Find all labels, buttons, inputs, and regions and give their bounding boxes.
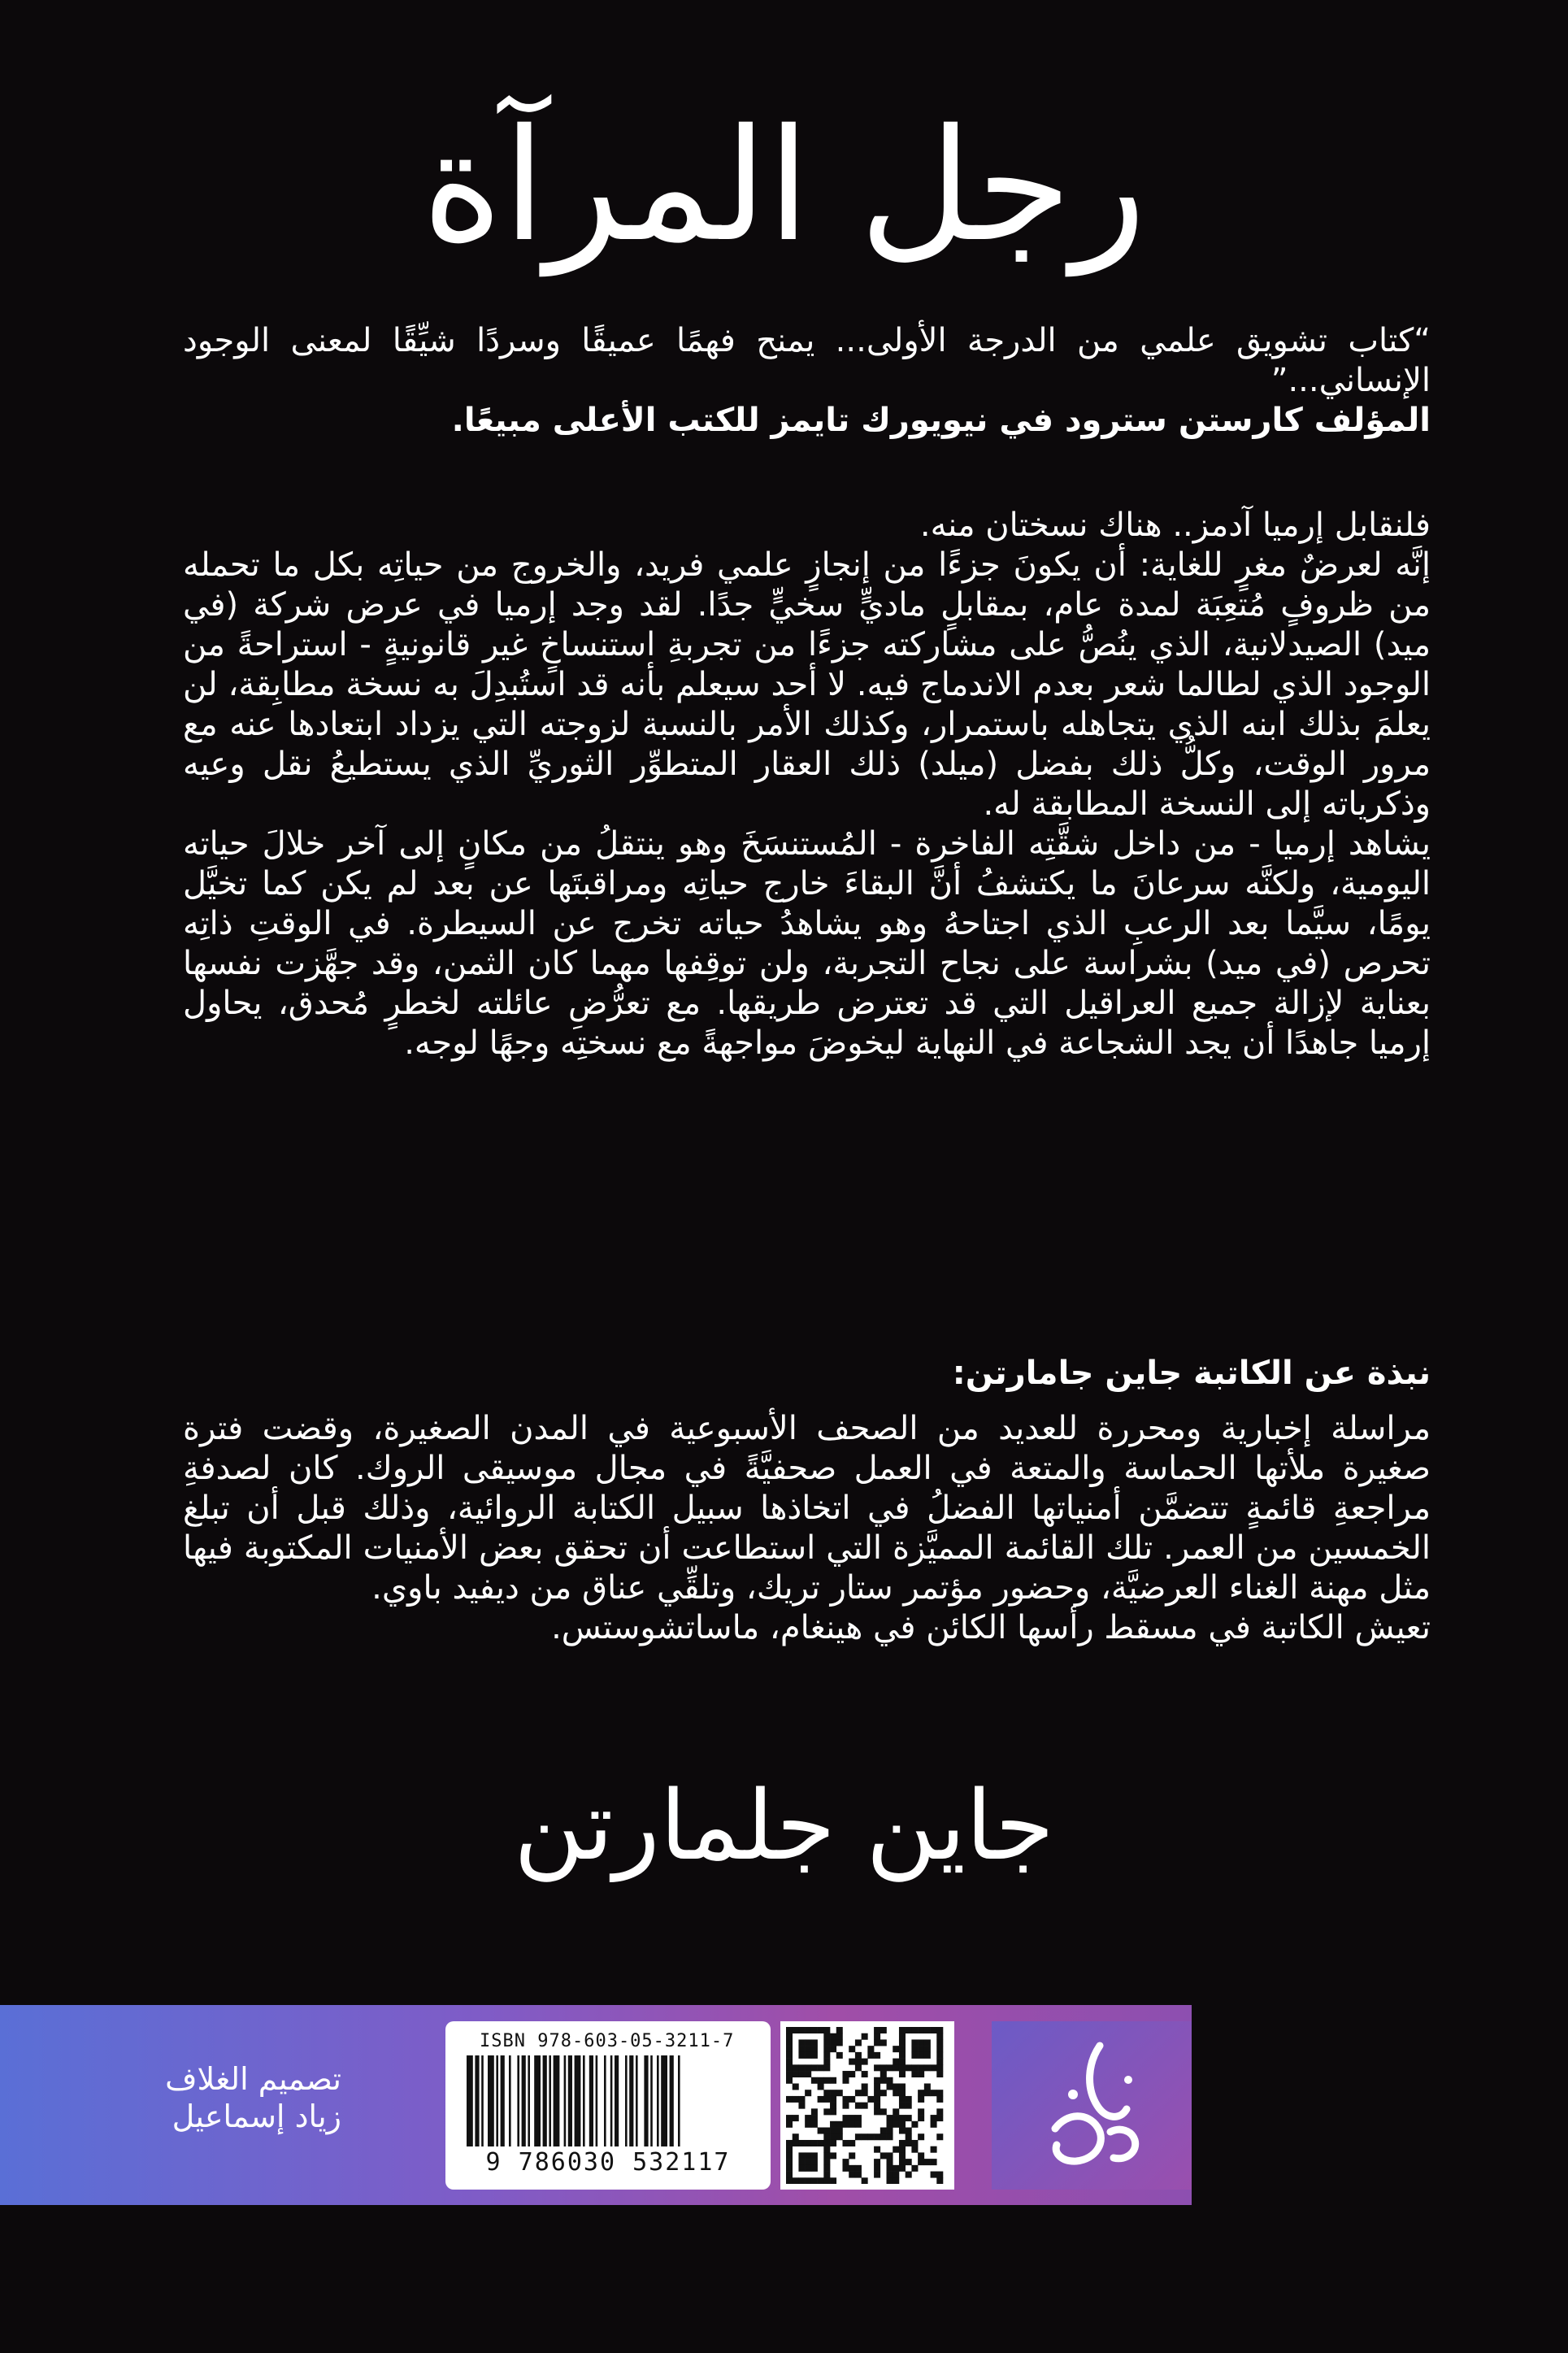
credit-title: تصميم الغلاف [165, 2061, 341, 2097]
credit-designer: زياد إسماعيل [172, 2099, 341, 2134]
quote-attribution: المؤلف كارستن سترود في نيويورك تايمز للكتب الأعلى مبيعًا. [451, 402, 1431, 439]
about-paragraph: مراسلة إخبارية ومحررة للعديد من الصحف الأسبوعية في المدن الصغيرة، وقضت فترة صغيرة ملأتها الحماسة والمتعة في العمل صحفيَّةً في مجال موسيقى الروك. كان لصدفةِ مراجعةِ قائمةٍ تتضمَّن أمنياتها الفضلُ في اتخاذها سبيل الكتابة الروائية، وذلك قبل أن تبلغ الخمسين من العمر. تلك القائمة المميَّزة التي استطاعت أن تحقق بعض الأمنيات المكتوبة فيها مثل مهنة الغناء العرضيَّة، وحضور مؤتمر ستار تريك، وتلقِّي عناق من ديفيد باوي. [183, 1410, 1431, 1607]
about-paragraph: تعيش الكاتبة في مسقط رأسها الكائن في هينغام، ماساتشوستس. [551, 1609, 1431, 1646]
publisher-calligraphy-logo-icon [1023, 2031, 1161, 2181]
synopsis [183, 506, 1431, 1063]
synopsis-paragraph: إنَّه لعرضٌ مغرٍ للغاية: أن يكونَ جزءًا من إنجازٍ علمي فريد، والخروج من حياتِه بكل ما تحمله من ظروفٍ مُتعِبَة لمدة عام، بمقابلٍ ماديٍّ سخيٍّ جدًا. لقد وجد إرميا في عرض شركة (في ميد) الصيدلانية، الذي ينُصُّ على مشاركته جزءًا من تجربةِ استنساخٍ غير قانونيةٍ - استراحةً من الوجود الذي لطالما شعر بعدم الاندماج فيه. لا أحد سيعلم بأنه قد استُبدِلَ به نسخة مطابِقة، لن يعلمَ بذلك ابنه الذي يتجاهله باستمرار، وكذلك الأمر بالنسبة لزوجته التي يزداد ابتعادها عنه مع مرور الوقت، وكلُّ ذلك بفضل (ميلد) ذلك العقار المتطوِّر الثوريِّ الذي يستطيعُ نقل وعيه وذكرياته إلى النسخة المطابقة له. [183, 546, 1431, 823]
book-title: رجل المرآة [421, 96, 1147, 276]
qr-code-icon [786, 2027, 949, 2184]
synopsis-paragraph: فلنقابل إرميا آدمز.. هناك نسختان منه. [919, 507, 1431, 544]
quote-text: “كتاب تشويق علمي من الدرجة الأولى... يمنح فهمًا عميقًا وسردًا شيِّقًا لمعنى الوجود الإنساني...” [183, 322, 1431, 399]
publisher-logo [992, 2021, 1192, 2190]
isbn-digits: 9 786030 532117 [485, 2148, 731, 2177]
review-quote [183, 321, 1431, 441]
synopsis-paragraph: يشاهد إرميا - من داخل شقَّتِه الفاخرة - المُستنسَخَ وهو ينتقلُ من مكانٍ إلى آخر خلالَ حياته اليومية، ولكنَّه سرعانَ ما يكتشفُ أنَّ البقاءَ خارج حياتِه ومراقبتَها عن بعد لم يكن كما تخيَّل يومًا، سيَّما بعد الرعبِ الذي اجتاحهُ وهو يشاهدُ حياته تخرج عن السيطرة. في الوقتِ ذاتِه تحرص (في ميد) بشراسة على نجاح التجربة، ولن توقِفها مهما كان الثمن، وقد جهَّزت نفسها بعناية لإزالة جميع العراقيل التي قد تعترض طريقها. مع تعرُّضِ عائلته لخطرٍ مُحدق، يحاول إرميا جاهدًا أن يجد الشجاعة في النهاية ليخوضَ مواجهةً مع نسختِه وجهًا لوجه. [183, 825, 1431, 1062]
cover-design-credit [98, 2060, 341, 2135]
isbn-label: ISBN 978-603-05-3211-7 [480, 2031, 735, 2051]
about-author [183, 1409, 1431, 1648]
about-author-heading: نبذة عن الكاتبة جاين جامارتن: [952, 1355, 1431, 1392]
author-name: جاين جلمارتن [514, 1769, 1054, 1881]
barcode-icon [462, 2055, 754, 2146]
